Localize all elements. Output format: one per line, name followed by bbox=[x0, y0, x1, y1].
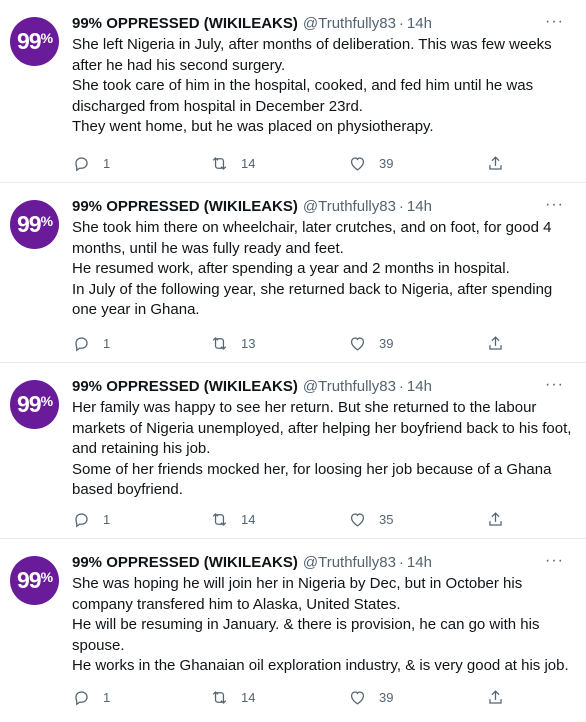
tweet[interactable] bbox=[0, 363, 586, 539]
avatar-text-suffix: % bbox=[40, 212, 53, 229]
tweet-text-line: She was hoping he will join her in Nigeria by Dec, but in October his company transfered him to Alaska, United States. bbox=[72, 575, 523, 613]
tweet-actions bbox=[72, 332, 506, 354]
retweet-count: 14 bbox=[241, 155, 256, 171]
heart-icon bbox=[348, 334, 367, 353]
share-button[interactable] bbox=[486, 334, 506, 353]
timestamp[interactable]: 14h bbox=[406, 378, 432, 395]
display-name[interactable]: 99% OPPRESSED (WIKILEAKS) bbox=[72, 15, 298, 32]
tweet-text-line: He will be resuming in January. & there is provision, he can go with his spouse. bbox=[72, 616, 540, 654]
tweet-content bbox=[72, 197, 574, 321]
reply-button[interactable] bbox=[72, 688, 162, 707]
share-icon bbox=[486, 334, 505, 353]
separator-dot: · bbox=[398, 198, 404, 215]
retweet-count: 14 bbox=[241, 689, 256, 705]
like-button[interactable] bbox=[348, 334, 438, 353]
tweet-header bbox=[72, 14, 574, 34]
retweet-icon bbox=[210, 154, 229, 173]
reply-icon bbox=[72, 510, 91, 529]
tweet-text-line: Her family was happy to see her return. But she returned to the labour markets of Nigeria unemployed, after helping her boyfriend back to his foot, and retaining his job. bbox=[72, 399, 572, 457]
like-count: 39 bbox=[379, 335, 394, 351]
retweet-button[interactable] bbox=[210, 154, 300, 173]
reply-count: 1 bbox=[103, 155, 111, 171]
separator-dot: · bbox=[398, 15, 404, 32]
heart-icon bbox=[348, 510, 367, 529]
like-count: 39 bbox=[379, 155, 394, 171]
more-options-icon[interactable]: ··· bbox=[545, 552, 564, 569]
retweet-icon bbox=[210, 334, 229, 353]
retweet-button[interactable] bbox=[210, 510, 300, 529]
tweet-text-line: She took him there on wheelchair, later crutches, and on foot, for good 4 months, until he was fully ready and feet. bbox=[72, 219, 552, 257]
tweet-actions bbox=[72, 152, 506, 174]
heart-icon bbox=[348, 688, 367, 707]
avatar[interactable] bbox=[10, 200, 59, 249]
tweet-text bbox=[72, 398, 574, 501]
retweet-icon bbox=[210, 688, 229, 707]
tweet-header bbox=[72, 553, 574, 573]
tweet-content bbox=[72, 553, 574, 677]
tweet-text-line: She took care of him in the hospital, cooked, and fed him until he was discharged from hospital in December 23rd. bbox=[72, 77, 534, 115]
share-button[interactable] bbox=[486, 510, 506, 529]
like-button[interactable] bbox=[348, 154, 438, 173]
like-button[interactable] bbox=[348, 688, 438, 707]
tweet[interactable] bbox=[0, 539, 586, 722]
separator-dot: · bbox=[398, 554, 404, 571]
tweet-text-line: She left Nigeria in July, after months of deliberation. This was few weeks after he had his second surgery. bbox=[72, 36, 552, 74]
reply-icon bbox=[72, 688, 91, 707]
display-name[interactable]: 99% OPPRESSED (WIKILEAKS) bbox=[72, 554, 298, 571]
avatar-text-suffix: % bbox=[40, 29, 53, 46]
avatar[interactable] bbox=[10, 556, 59, 605]
retweet-button[interactable] bbox=[210, 688, 300, 707]
tweet-content bbox=[72, 14, 574, 138]
timestamp[interactable]: 14h bbox=[406, 15, 432, 32]
avatar-text-suffix: % bbox=[40, 568, 53, 585]
reply-count: 1 bbox=[103, 511, 111, 527]
reply-icon bbox=[72, 154, 91, 173]
tweet-text-line: They went home, but he was placed on physiotherapy. bbox=[72, 118, 434, 135]
tweet[interactable] bbox=[0, 183, 586, 363]
avatar-text: 99 bbox=[16, 391, 41, 417]
handle[interactable]: @Truthfully83 bbox=[302, 15, 396, 32]
heart-icon bbox=[348, 154, 367, 173]
retweet-count: 14 bbox=[241, 511, 256, 527]
like-button[interactable] bbox=[348, 510, 438, 529]
tweet-text-line: He works in the Ghanaian oil exploration industry, & is very good at his job. bbox=[72, 657, 569, 674]
avatar-text: 99 bbox=[16, 567, 41, 593]
tweet-content bbox=[72, 377, 574, 501]
handle[interactable]: @Truthfully83 bbox=[302, 554, 396, 571]
handle[interactable]: @Truthfully83 bbox=[302, 378, 396, 395]
reply-button[interactable] bbox=[72, 334, 162, 353]
retweet-icon bbox=[210, 510, 229, 529]
more-options-icon[interactable]: ··· bbox=[545, 13, 564, 30]
like-count: 39 bbox=[379, 689, 394, 705]
tweet-text bbox=[72, 218, 574, 321]
share-icon bbox=[486, 154, 505, 173]
avatar-text: 99 bbox=[16, 28, 41, 54]
more-options-icon[interactable]: ··· bbox=[545, 376, 564, 393]
share-button[interactable] bbox=[486, 688, 506, 707]
retweet-button[interactable] bbox=[210, 334, 300, 353]
reply-icon bbox=[72, 334, 91, 353]
more-options-icon[interactable]: ··· bbox=[545, 196, 564, 213]
handle[interactable]: @Truthfully83 bbox=[302, 198, 396, 215]
avatar[interactable] bbox=[10, 380, 59, 429]
reply-count: 1 bbox=[103, 689, 111, 705]
separator-dot: · bbox=[398, 378, 404, 395]
tweet-text-line: Some of her friends mocked her, for loosing her job because of a Ghana based boyfriend. bbox=[72, 460, 552, 498]
tweet-text bbox=[72, 35, 574, 138]
tweet-actions bbox=[72, 686, 506, 708]
tweet-text-line: In July of the following year, she returned back to Nigeria, after spending one year in Ghana. bbox=[72, 280, 553, 318]
reply-button[interactable] bbox=[72, 510, 162, 529]
share-icon bbox=[486, 510, 505, 529]
tweet-actions bbox=[72, 508, 506, 530]
share-icon bbox=[486, 688, 505, 707]
avatar[interactable] bbox=[10, 17, 59, 66]
timestamp[interactable]: 14h bbox=[406, 554, 432, 571]
reply-count: 1 bbox=[103, 335, 111, 351]
tweet-text-line: He resumed work, after spending a year and 2 months in hospital. bbox=[72, 260, 510, 277]
avatar-text-suffix: % bbox=[40, 392, 53, 409]
like-count: 35 bbox=[379, 511, 394, 527]
share-button[interactable] bbox=[486, 154, 506, 173]
display-name[interactable]: 99% OPPRESSED (WIKILEAKS) bbox=[72, 198, 298, 215]
tweet[interactable] bbox=[0, 0, 586, 183]
timestamp[interactable]: 14h bbox=[406, 198, 432, 215]
tweet-header bbox=[72, 197, 574, 217]
tweet-text bbox=[72, 574, 574, 677]
reply-button[interactable] bbox=[72, 154, 162, 173]
avatar-text: 99 bbox=[16, 211, 41, 237]
retweet-count: 13 bbox=[241, 335, 256, 351]
tweet-header bbox=[72, 377, 574, 397]
display-name[interactable]: 99% OPPRESSED (WIKILEAKS) bbox=[72, 378, 298, 395]
